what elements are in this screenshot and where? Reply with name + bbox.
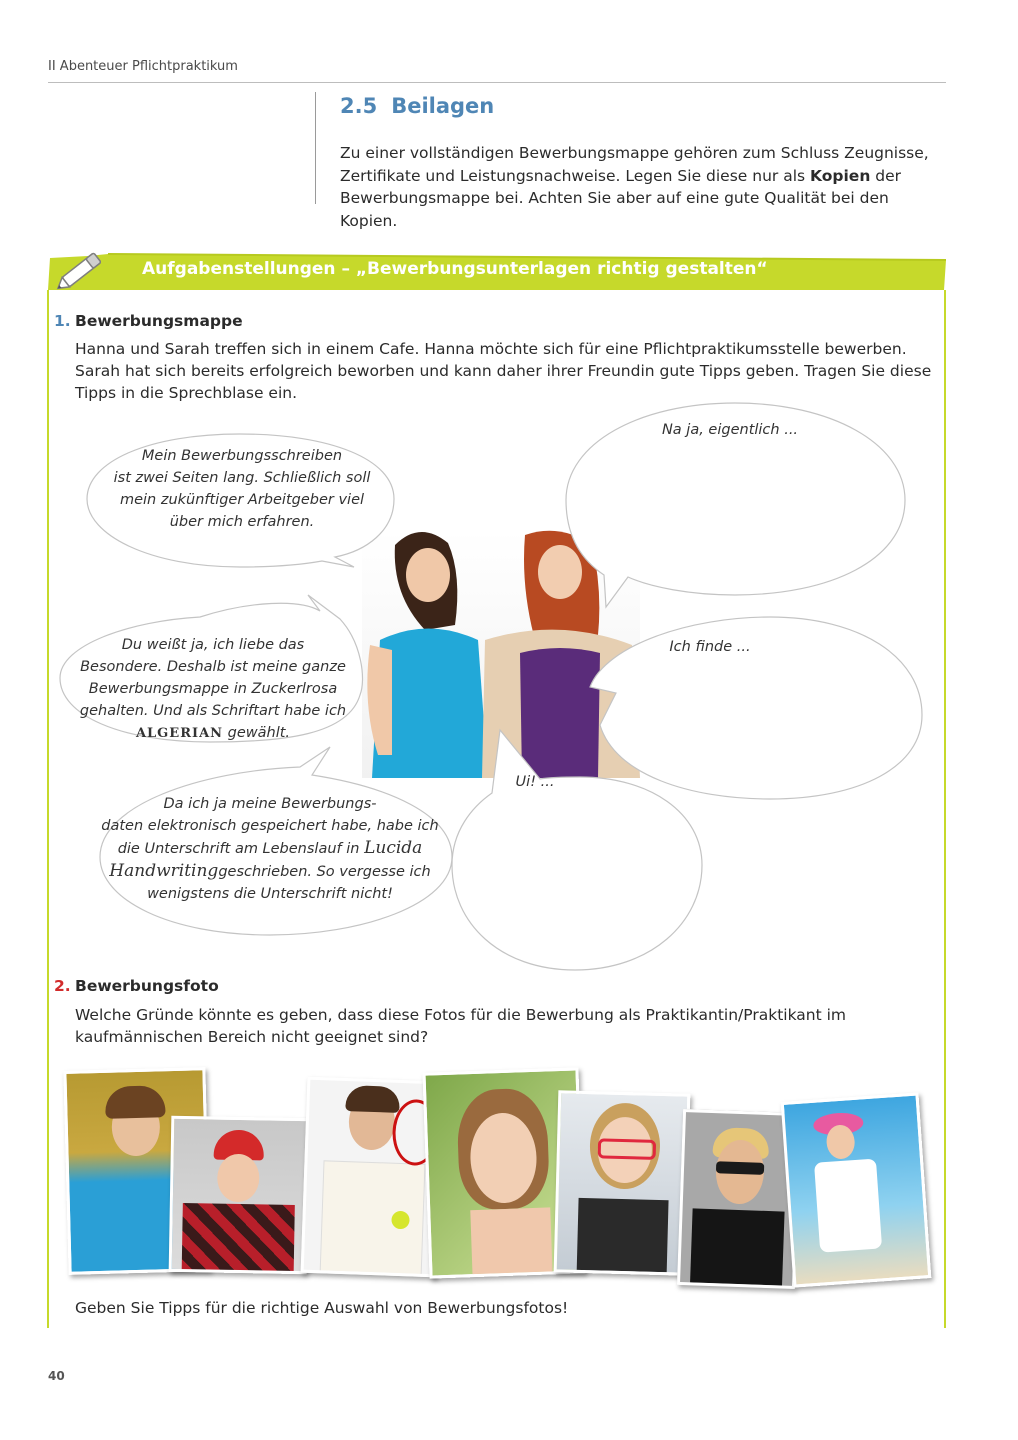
bubble-3-line: wenigstens die Unterschrift nicht! (147, 886, 393, 902)
section-title-text: Beilagen (391, 94, 495, 118)
intro-text-1: Zu einer vollständigen Bewerbungsmappe gehören zum Schluss Zeugnisse, Zertifikate und Leistungsnachweise. Legen Sie diese nur als (340, 144, 929, 185)
section-number: 2.5 (340, 94, 378, 118)
intro-text-2: der Bewerbungsmappe bei. Achten Sie aber auf eine gute Qualität bei den Kopien. (340, 166, 902, 230)
photo-girl-beach (781, 1092, 932, 1287)
bubble-2-line: Bewerbungsmappe in Zuckerlrosa (88, 681, 338, 697)
answer-1-prompt: Na ja, eigentlich ... (661, 422, 799, 438)
answer-3-prompt: Ui! ... (515, 774, 555, 790)
task1-text: Hanna und Sarah treffen sich in einem Cafe. Hanna möchte sich für eine Pflichtpraktikumsstelle bewerben. Sarah hat sich bereits erfolgreich beworben und kann daher ihrer Freundin gute Tipps geben. Tragen Sie diese Tipps in die Sprechblase ein. (75, 340, 932, 402)
section-divider (315, 92, 316, 204)
bubble-1-text (92, 445, 392, 533)
bubble-2-line: gehalten. Und als Schriftart habe ich (79, 703, 347, 719)
answer-2-prompt: Ich finde ... (669, 639, 751, 655)
handwriting-font-sample: Handwriting (109, 861, 219, 881)
algerian-font-sample: ALGERIAN (135, 726, 224, 741)
task2-tips-prompt: Geben Sie Tipps für die richtige Auswahl von Bewerbungsfotos! (75, 1299, 569, 1317)
bubble-3-line (100, 860, 440, 883)
bubble-3-line (100, 837, 440, 860)
page-number: 40 (48, 1369, 65, 1383)
section-intro (340, 142, 950, 232)
bubble-3-text-part: die Unterschrift am Lebenslauf in (117, 841, 365, 857)
bubble-1-line: über mich erfahren. (169, 514, 315, 530)
pencil-icon (52, 244, 114, 296)
bubble-3-line: Da ich ja meine Bewerbungs- (163, 796, 377, 812)
bubble-1-line: mein zukünftiger Arbeitgeber viel (119, 492, 365, 508)
bubble-1-line: Mein Bewerbungsschreiben (141, 448, 343, 464)
bubble-2-line (68, 722, 358, 745)
photo-boy-tennis (301, 1077, 444, 1278)
bubble-2-end: gewählt. (223, 725, 291, 741)
bubble-2-line: Du weißt ja, ich liebe das (121, 637, 305, 653)
bubble-2-text (68, 634, 358, 745)
bubble-1-line: ist zwei Seiten lang. Schließlich soll (113, 470, 371, 486)
task2-number: 2. (54, 977, 71, 995)
section-title (340, 94, 494, 118)
header-divider (48, 82, 946, 83)
running-head: II Abenteuer Pflichtpraktikum (48, 59, 238, 74)
task2-text: Welche Gründe könnte es geben, dass diese Fotos für die Bewerbung als Praktikantin/Praktikant im kaufmännischen Bereich nicht geeignet sind? (75, 1006, 847, 1046)
lucida-font-sample: Lucida (364, 838, 423, 858)
task2-title: Bewerbungsfoto (75, 977, 219, 995)
banner-title: Aufgabenstellungen – „Bewerbungsunterlagen richtig gestalten“ (142, 259, 768, 279)
intro-bold: Kopien (810, 166, 871, 185)
bubble-3-line: daten elektronisch gespeichert habe, habe ich (101, 818, 439, 834)
task1-title: Bewerbungsmappe (75, 312, 243, 330)
bubble-2-line: Besondere. Deshalb ist meine ganze (80, 659, 346, 675)
task1-number: 1. (54, 312, 71, 330)
photo-girl-red-cap (169, 1116, 310, 1274)
bubble-3-text-part: geschrieben. So vergesse ich (218, 864, 431, 880)
photo-girl-glasses (554, 1090, 691, 1275)
bubble-3-text (100, 793, 440, 905)
